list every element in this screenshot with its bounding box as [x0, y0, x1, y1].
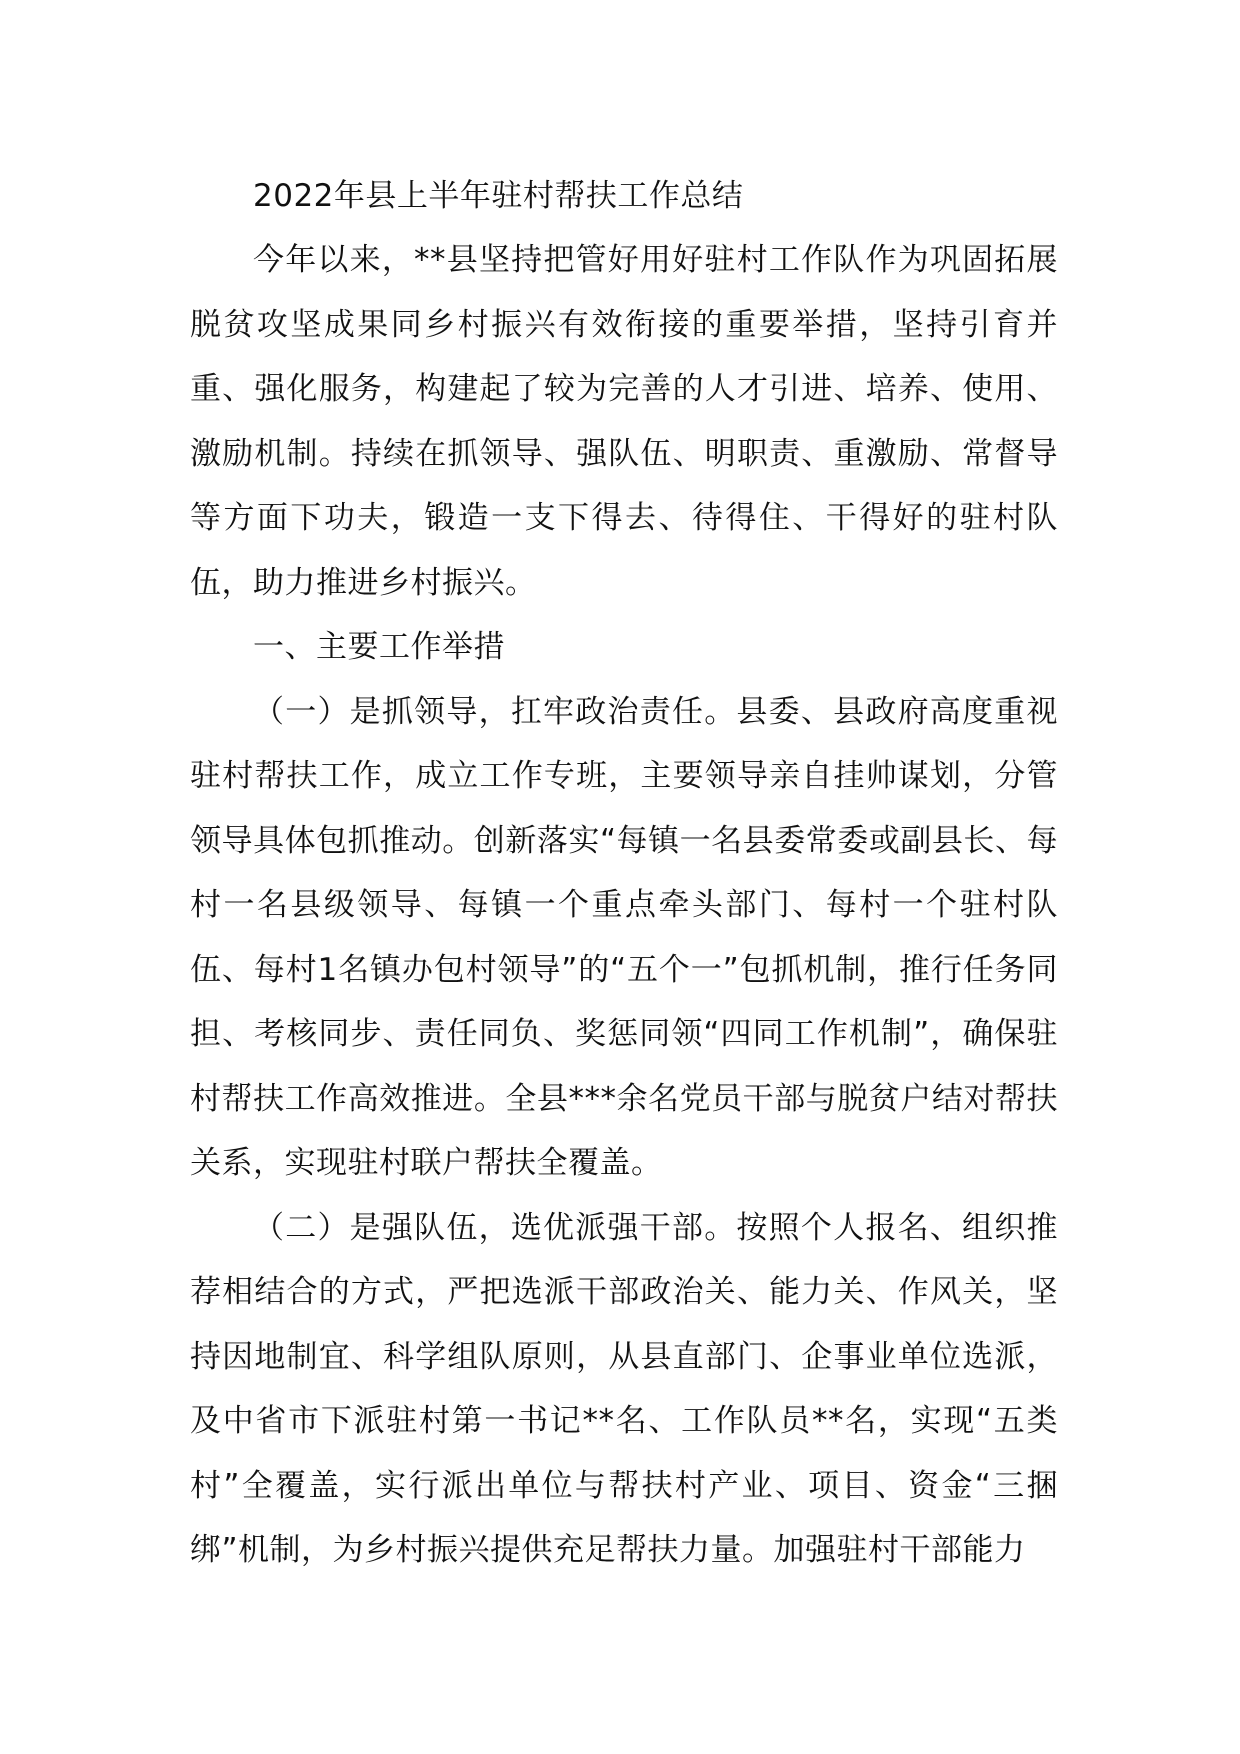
- intro-paragraph: 今年以来，**县坚持把管好用好驻村工作队作为巩固拓展脱贫攻坚成果同乡村振兴有效衔接的重要举措，坚持引育并重、强化服务，构建起了较为完善的人才引进、培养、使用、激励机制。持续在抓领导、强队伍、明职责、重激励、常督导等方面下功夫，锻造一支下得去、待得住、干得好的驻村队伍，助力推进乡村振兴。: [190, 242, 1058, 601]
- point-one-paragraph: （一）是抓领导，扛牢政治责任。县委、县政府高度重视驻村帮扶工作，成立工作专班，主要领导亲自挂帅谋划，分管领导具体包抓推动。创新落实“每镇一名县委常委或副县长、每村一名县级领导、每镇一个重点牵头部门、每村一个驻村队伍、每村1名镇办包村领导”的“五个一”包抓机制，推行任务同担、考核同步、责任同负、奖惩同领“四同工作机制”，确保驻村帮扶工作高效推进。全县***余名党员干部与脱贫户结对帮扶关系，实现驻村联户帮扶全覆盖。: [190, 693, 1058, 1181]
- point-two-paragraph: （二）是强队伍，选优派强干部。按照个人报名、组织推荐相结合的方式，严把选派干部政治关、能力关、作风关，坚持因地制宜、科学组队原则，从县直部门、企事业单位选派，及中省市下派驻村第一书记**名、工作队员**名，实现“五类村”全覆盖，实行派出单位与帮扶村产业、项目、资金“三捆绑”机制，为乡村振兴提供充足帮扶力量。加强驻村干部能力: [190, 1209, 1058, 1568]
- section-heading-main-measures: 一、主要工作举措: [253, 629, 505, 665]
- document-body: [190, 164, 1058, 1583]
- document-title: 2022年县上半年驻村帮扶工作总结: [253, 178, 744, 214]
